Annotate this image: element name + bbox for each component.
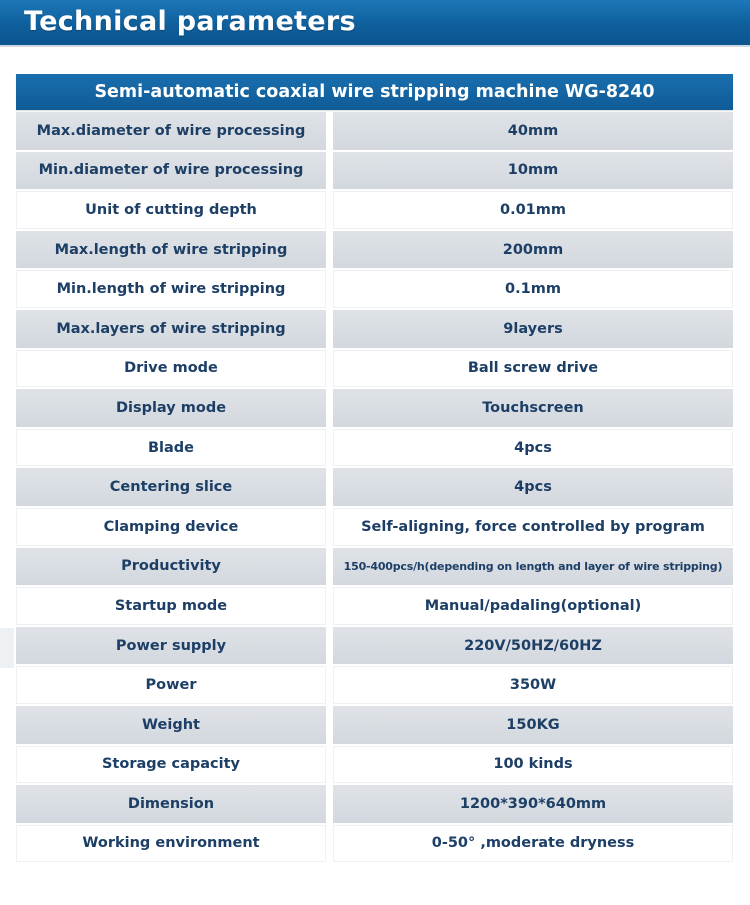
parameter-label: Max.layers of wire stripping (16, 310, 326, 348)
parameter-label: Display mode (16, 389, 326, 427)
table-row (16, 745, 733, 785)
parameter-value: 0-50° ,moderate dryness (333, 825, 733, 863)
parameter-value: 4pcs (333, 429, 733, 467)
parameter-value: 0.01mm (333, 191, 733, 229)
parameter-label: Weight (16, 706, 326, 744)
parameter-label: Productivity (16, 548, 326, 586)
table-row (16, 428, 733, 468)
table-row (16, 784, 733, 824)
parameter-value: 10mm (333, 152, 733, 190)
parameter-label: Dimension (16, 785, 326, 823)
parameter-value: Manual/padaling(optional) (333, 587, 733, 625)
table-row (16, 626, 733, 666)
table-row (16, 151, 733, 191)
table-row (16, 824, 733, 864)
parameter-label: Blade (16, 429, 326, 467)
parameter-value: 4pcs (333, 468, 733, 506)
parameter-value: Ball screw drive (333, 350, 733, 388)
parameters-table (16, 111, 733, 863)
parameter-value: Self-aligning, force controlled by program (333, 508, 733, 546)
parameter-label: Unit of cutting depth (16, 191, 326, 229)
parameter-label: Startup mode (16, 587, 326, 625)
parameter-label: Drive mode (16, 350, 326, 388)
parameter-value: 0.1mm (333, 270, 733, 308)
parameter-value: 220V/50HZ/60HZ (333, 627, 733, 665)
parameter-value: 200mm (333, 231, 733, 269)
parameter-label: Power (16, 666, 326, 704)
table-row (16, 665, 733, 705)
parameter-label: Max.length of wire stripping (16, 231, 326, 269)
parameter-value: 40mm (333, 112, 733, 150)
table-row (16, 309, 733, 349)
parameter-value: 100 kinds (333, 746, 733, 784)
parameter-label: Max.diameter of wire processing (16, 112, 326, 150)
table-row (16, 111, 733, 151)
parameter-label: Min.length of wire stripping (16, 270, 326, 308)
side-decoration (0, 628, 14, 668)
table-row (16, 705, 733, 745)
table-row (16, 269, 733, 309)
parameter-value: 150KG (333, 706, 733, 744)
table-row (16, 388, 733, 428)
header-bar (0, 0, 750, 45)
page-title: Technical parameters (24, 6, 356, 37)
parameter-label: Working environment (16, 825, 326, 863)
parameter-label: Clamping device (16, 508, 326, 546)
table-row (16, 349, 733, 389)
parameter-value: Touchscreen (333, 389, 733, 427)
table-row (16, 547, 733, 587)
table-row (16, 230, 733, 270)
parameter-label: Power supply (16, 627, 326, 665)
table-row (16, 507, 733, 547)
table-row (16, 190, 733, 230)
parameter-value: 150-400pcs/h(depending on length and layer of wire stripping) (333, 548, 733, 586)
parameter-label: Centering slice (16, 468, 326, 506)
parameter-value: 350W (333, 666, 733, 704)
table-row (16, 467, 733, 507)
table-title: Semi-automatic coaxial wire stripping machine WG-8240 (16, 74, 733, 110)
parameter-label: Min.diameter of wire processing (16, 152, 326, 190)
table-row (16, 586, 733, 626)
parameter-value: 1200*390*640mm (333, 785, 733, 823)
header-divider (0, 45, 750, 47)
parameter-label: Storage capacity (16, 746, 326, 784)
parameter-value: 9layers (333, 310, 733, 348)
